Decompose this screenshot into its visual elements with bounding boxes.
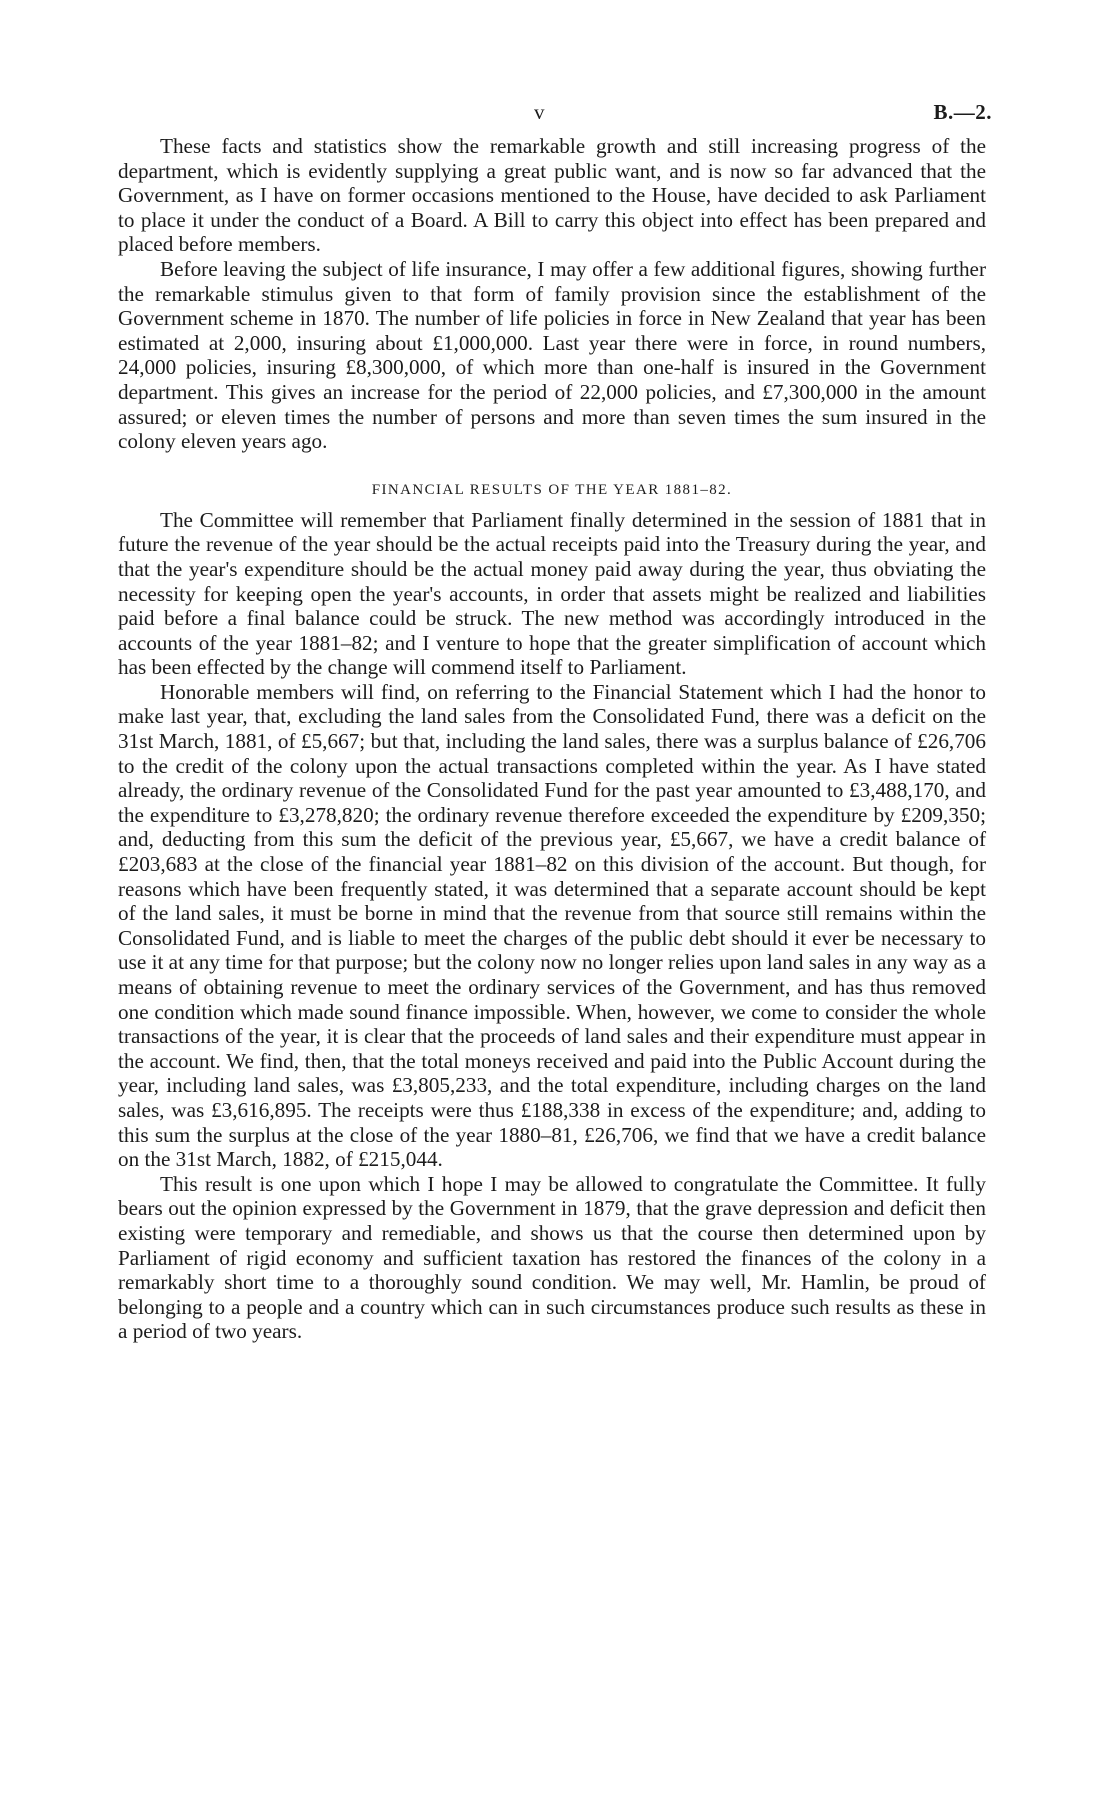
paragraph-congratulation: This result is one upon which I hope I may be allowed to congratulate the Committee. It fully bears out the opinion expressed by the Government in 1879, that the grave depression and deficit then existing were temporary and remediable, and shows us that the course then determined upon by Parliament of rigid economy and sufficient taxation has restored the finances of the colony in a remarkably short time to a thoroughly sound condition. We may well, Mr. Hamlin, be proud of belonging to a people and a country which can in such circumstances produce such results as these in a period of two years. (118, 1171, 986, 1344)
life-insurance-section (118, 134, 986, 454)
section-heading: FINANCIAL RESULTS OF THE YEAR 1881–82. (371, 481, 733, 498)
financial-results-section (118, 480, 986, 1344)
document-code: B.—2. (933, 100, 992, 124)
document-page (118, 100, 992, 1344)
paragraph-department-growth: These facts and statistics show the remarkable growth and still increasing progress of the department, which is evidently supplying a great public want, and is now so far advanced that the Government, as I have on former occasions mentioned to the House, have decided to ask Parliament to place it under the conduct of a Board. A Bill to carry this object into effect has been prepared and placed before members. (118, 134, 986, 257)
paragraph-life-insurance-figures: Before leaving the subject of life insurance, I may offer a few additional figures, showing further the remarkable stimulus given to that form of family provision since the establishment of the Government scheme in 1870. The number of life policies in force in New Zealand that year has been estimated at 2,000, insuring about £1,000,000. Last year there were in force, in round numbers, 24,000 policies, insuring £8,300,000, of which more than one-half is insured in the Government department. This gives an increase for the period of 22,000 policies, and £7,300,000 in the amount assured; or eleven times the number of persons and more than seven times the sum insured in the colony eleven years ago. (118, 256, 986, 454)
paragraph-financial-statement: Honorable members will find, on referring to the Financial Statement which I had the honor to make last year, that, excluding the land sales from the Consolidated Fund, there was a deficit on the 31st March, 1881, of £5,667; but that, including the land sales, there was a surplus balance of £26,706 to the credit of the colony upon the actual transactions completed within the year. As I have stated already, the ordinary revenue of the Consolidated Fund for the past year amounted to £3,488,170, and the expenditure to £3,278,820; the ordinary revenue therefore exceeded the expenditure by £209,350; and, deducting from this sum the deficit of the previous year, £5,667, we have a credit balance of £203,683 at the close of the financial year 1881–82 on this division of the account. But though, for reasons which have been frequently stated, it was determined that a separate account should be kept of the land sales, it must be borne in mind that the revenue from that source still remains within the Consolidated Fund, and is liable to meet the charges of the public debt should it ever be necessary to use it at any time for that purpose; but the colony now no longer relies upon land sales in any way as a means of obtaining revenue to meet the ordinary services of the Government, and has thus removed one condition which made sound finance impossible. When, however, we come to consider the whole transactions of the year, it is clear that the proceeds of land sales and their expenditure must appear in the account. We find, then, that the total moneys received and paid into the Public Account during the year, including land sales, was £3,805,233, and the total expenditure, including charges on the land sales, was £3,616,895. The receipts were thus £188,338 in excess of the expenditure; and, adding to this sum the surplus at the close of the year 1880–81, £26,706, we find that we have a credit balance on the 31st March, 1882, of £215,044. (118, 679, 986, 1172)
running-header (118, 100, 992, 134)
page-numeral: v (534, 100, 545, 124)
paragraph-new-accounting-method: The Committee will remember that Parliament finally determined in the session of 1881 that in future the revenue of the year should be the actual receipts paid into the Treasury during the year, and that the year's expenditure should be the actual money paid away during the year, thus obviating the necessity for keeping open the year's accounts, in order that assets might be realized and liabilities paid before a final balance could be struck. The new method was accordingly introduced in the accounts of the year 1881–82; and I venture to hope that the greater simplification of account which has been effected by the change will commend itself to Parliament. (118, 507, 986, 680)
